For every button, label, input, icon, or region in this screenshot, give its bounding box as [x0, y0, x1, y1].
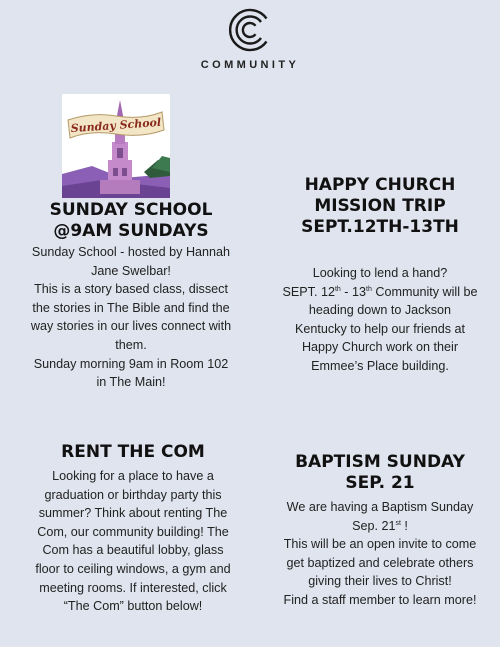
mission-trip-description: Looking to lend a hand? SEPT. 12th - 13th Community will be heading down to Jackson Kentucky to help our friends at Happy Church work on their Emmee’s Place building.	[282, 266, 478, 373]
sunday-school-title: SUNDAY SCHOOL @9AM SUNDAYS	[49, 200, 213, 241]
baptism-sunday-title: BAPTISM SUNDAY SEP. 21	[295, 452, 465, 493]
baptism-sunday-description: We are having a Baptism Sunday Sep. 21st ! This will be an open invite to come get baptized and celebrate others giving their lives to Christ! Find a staff member to learn more!	[283, 500, 477, 607]
rent-the-com-description: Looking for a place to have a graduation or birthday party this summer? Think about renting The Com, our community building! The Com has a beautiful lobby, glass floor to ceiling windows, a gym and meeting rooms. If interested, click “The Com” button below!	[35, 469, 231, 614]
sunday-school-church-image	[62, 94, 170, 198]
baptism-sunday-section	[262, 452, 498, 610]
community-c-icon	[226, 6, 274, 54]
rent-the-com-title: RENT THE COM	[61, 442, 205, 462]
brand-name: COMMUNITY	[200, 59, 300, 71]
banner-text: Sunday School	[70, 115, 162, 136]
sunday-school-section	[20, 200, 242, 392]
mission-trip-section	[262, 175, 498, 376]
sunday-school-description: Sunday School - hosted by Hannah Jane Swelbar! This is a story based class, dissect the stories in The Bible and find the way stories in our lives connect with them. Sunday morning 9am in Room 102 in The Main!	[30, 245, 232, 390]
rent-the-com-section	[24, 442, 242, 616]
mission-trip-title: HAPPY CHURCH MISSION TRIP SEPT.12TH-13TH	[301, 175, 459, 237]
community-logo	[0, 6, 500, 71]
